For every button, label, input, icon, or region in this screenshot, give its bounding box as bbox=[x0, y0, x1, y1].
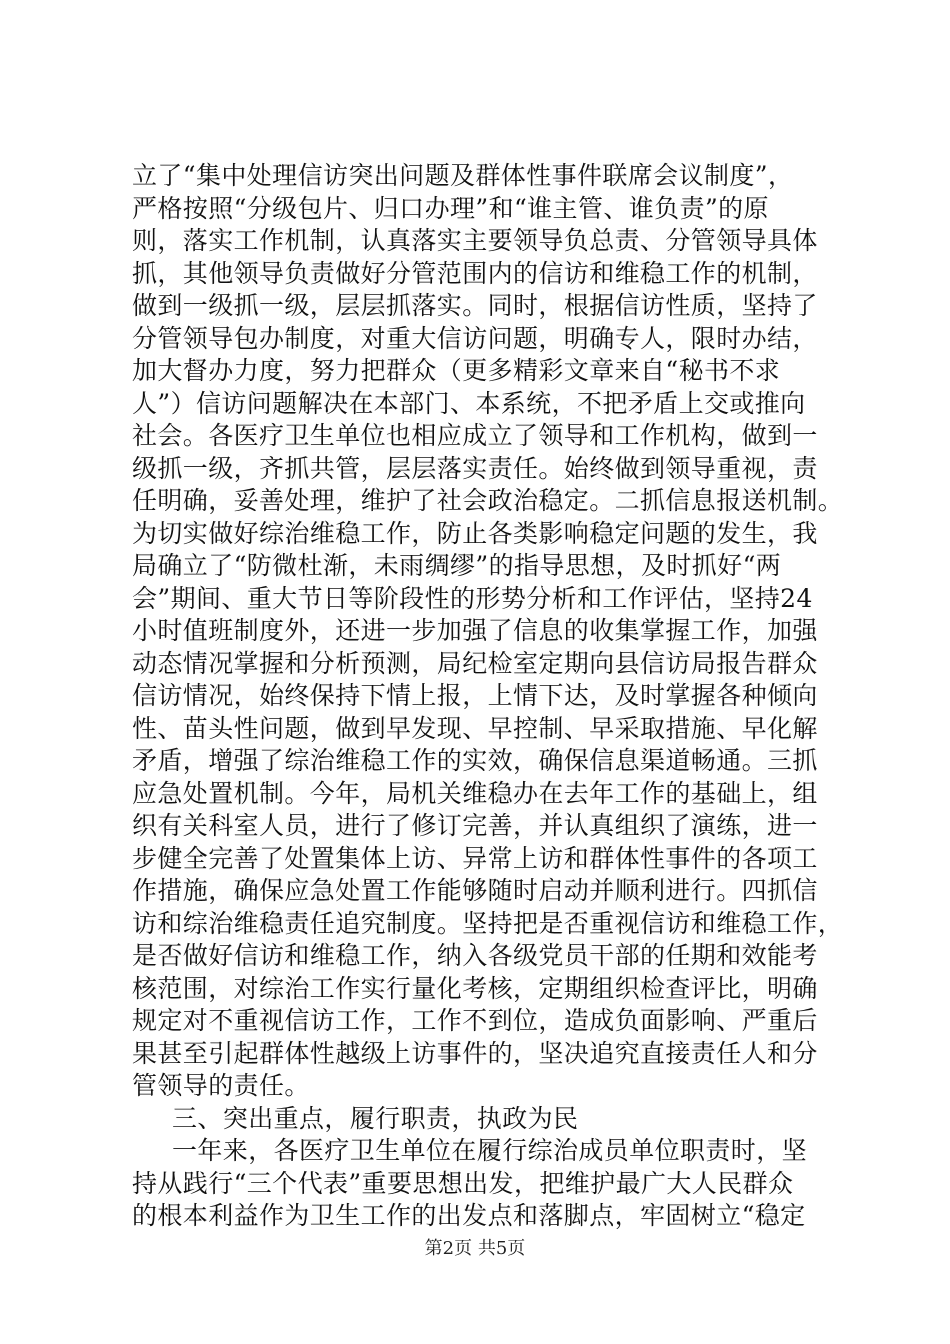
body-line: 做到一级抓一级，层层抓落实。同时，根据信访性质，坚持了 bbox=[132, 291, 818, 320]
body-line: 局确立了“防微杜渐，未雨绸缪”的指导思想，及时抓好“两 bbox=[132, 551, 782, 580]
body-line: 抓，其他领导负责做好分管范围内的信访和维稳工作的机制， bbox=[132, 258, 818, 288]
body-line: 作措施，确保应急处置工作能够随时启动并顺利进行。四抓信 bbox=[132, 876, 818, 905]
body-line: 规定对不重视信访工作，工作不到位，造成负面影响、严重后 bbox=[132, 1006, 818, 1035]
body-line: 动态情况掌握和分析预测，局纪检室定期向县信访局报告群众 bbox=[132, 648, 818, 678]
body-line: 步健全完善了处置集体上访、异常上访和群体性事件的各项工 bbox=[132, 843, 818, 873]
body-line: 为切实做好综治维稳工作，防止各类影响稳定问题的发生，我 bbox=[132, 518, 818, 548]
document-body bbox=[132, 160, 844, 1233]
body-line: 严格按照“分级包片、归口办理”和“谁主管、谁负责”的原 bbox=[132, 193, 769, 223]
body-line: 管领导的责任。 bbox=[132, 1071, 310, 1100]
section-heading: 三、突出重点，履行职责，执政为民 bbox=[172, 1103, 579, 1133]
body-line: 织有关科室人员，进行了修订完善，并认真组织了演练，进一 bbox=[132, 811, 818, 840]
body-line: 会”期间、重大节日等阶段性的形势分析和工作评估，坚持24 bbox=[132, 583, 813, 613]
body-line: 核范围，对综治工作实行量化考核，定期组织检查评比，明确 bbox=[132, 973, 818, 1003]
body-line: 果甚至引起群体性越级上访事件的，坚决追究直接责任人和分 bbox=[132, 1038, 818, 1068]
body-line: 则，落实工作机制，认真落实主要领导负总责、分管领导具体 bbox=[132, 226, 818, 255]
body-line: 人”）信访问题解决在本部门、本系统，不把矛盾上交或推向 bbox=[132, 388, 806, 418]
paragraph-first-line: 一年来，各医疗卫生单位在履行综治成员单位职责时，坚 bbox=[172, 1136, 808, 1165]
body-line: 应急处置机制。今年，局机关维稳办在去年工作的基础上，组 bbox=[132, 778, 818, 808]
body-line: 任明确，妥善处理，维护了社会政治稳定。二抓信息报送机制。 bbox=[132, 486, 844, 515]
body-line: 分管领导包办制度，对重大信访问题，明确专人，限时办结， bbox=[132, 323, 818, 353]
body-line: 矛盾，增强了综治维稳工作的实效，确保信息渠道畅通。三抓 bbox=[132, 746, 818, 775]
body-line: 小时值班制度外，还进一步加强了信息的收集掌握工作，加强 bbox=[132, 616, 818, 645]
body-line: 的根本利益作为卫生工作的出发点和落脚点，牢固树立“稳定 bbox=[132, 1201, 806, 1230]
page-number-label: 第2页 共5页 bbox=[424, 1238, 526, 1259]
body-line: 是否做好信访和维稳工作，纳入各级党员干部的任期和效能考 bbox=[132, 941, 818, 970]
body-line: 信访情况，始终保持下情上报，上情下达，及时掌握各种倾向 bbox=[132, 681, 818, 710]
body-line: 立了“集中处理信访突出问题及群体性事件联席会议制度”， bbox=[132, 161, 794, 190]
body-line: 级抓一级，齐抓共管，层层落实责任。始终做到领导重视，责 bbox=[132, 453, 818, 483]
page-footer bbox=[0, 1238, 950, 1260]
body-line: 性、苗头性问题，做到早发现、早控制、早采取措施、早化解 bbox=[132, 713, 818, 743]
body-line: 持从践行“三个代表”重要思想出发，把维护最广大人民群众 bbox=[132, 1168, 794, 1198]
body-line: 社会。各医疗卫生单位也相应成立了领导和工作机构，做到一 bbox=[132, 421, 818, 450]
body-line: 访和综治维稳责任追究制度。坚持把是否重视信访和维稳工作， bbox=[132, 908, 844, 938]
body-line: 加大督办力度，努力把群众（更多精彩文章来自“秘书不求 bbox=[132, 356, 781, 385]
